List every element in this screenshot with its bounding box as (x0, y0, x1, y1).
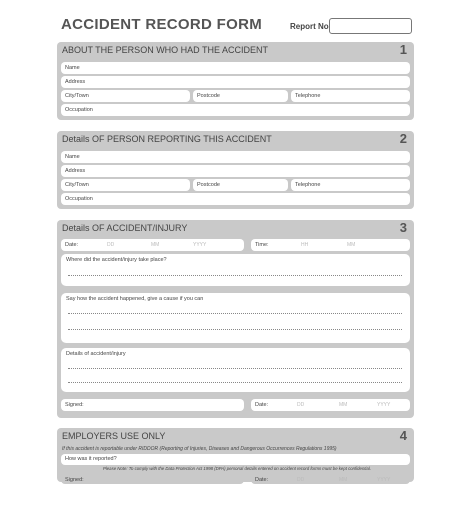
section-number: 3 (399, 220, 407, 235)
report-no-label: Report No (290, 22, 329, 31)
signed-field[interactable]: Signed: (61, 399, 244, 411)
section-accident-details (57, 220, 414, 418)
section-heading: EMPLOYERS USE ONLY (62, 431, 166, 441)
section-heading: Details OF ACCIDENT/INJURY (62, 223, 188, 233)
section-number: 2 (399, 131, 407, 146)
name-field[interactable]: Name (61, 62, 410, 74)
accident-cause-field[interactable]: Say how the accident happened, give a cause if you can (61, 293, 410, 343)
section-heading: ABOUT THE PERSON WHO HAD THE ACCIDENT (62, 45, 269, 55)
section-number: 1 (399, 42, 407, 57)
city-field[interactable]: City/Town (61, 90, 190, 102)
data-protection-note: Please Note: To comply with the Data Protection Act 1998 (DPA) personal details entered on accident record forms must be kept confidential. (102, 466, 372, 471)
date-yyyy-placeholder: YYYY (193, 242, 207, 248)
date-dd-placeholder: DD (297, 477, 305, 483)
writing-line (68, 382, 402, 383)
date-mm-placeholder: MM (151, 242, 160, 248)
writing-line (68, 329, 402, 330)
section-employers-use (57, 428, 414, 482)
signed-date-field[interactable]: Date: DD MM YYYY (251, 399, 410, 411)
writing-line (68, 275, 402, 276)
writing-line (68, 313, 402, 314)
section-reporting-person (57, 131, 414, 209)
date-mm-placeholder: MM (339, 402, 348, 408)
injury-details-field[interactable]: Details of accident/injury (61, 348, 410, 392)
accident-location-field[interactable]: Where did the accident/injury take place? (61, 254, 410, 286)
employer-signed-field[interactable]: Signed: (61, 476, 244, 484)
occupation-field[interactable]: Occupation (61, 104, 410, 116)
employer-date-field[interactable]: Date: DD MM YYYY (251, 476, 410, 484)
section-number: 4 (399, 428, 407, 443)
address-field[interactable]: Address (61, 76, 410, 88)
date-mm-placeholder: MM (339, 477, 348, 483)
postcode-field[interactable]: Postcode (193, 179, 288, 191)
name-field[interactable]: Name (61, 151, 410, 163)
telephone-field[interactable]: Telephone (291, 179, 410, 191)
report-no-field[interactable] (329, 18, 412, 34)
accident-date-field[interactable]: Date: DD MM YYYY (61, 239, 244, 251)
date-dd-placeholder: DD (107, 242, 115, 248)
telephone-field[interactable]: Telephone (291, 90, 410, 102)
occupation-field[interactable]: Occupation (61, 193, 410, 205)
postcode-field[interactable]: Postcode (193, 90, 288, 102)
how-reported-field[interactable]: How was it reported? (61, 454, 410, 465)
writing-line (68, 368, 402, 369)
date-yyyy-placeholder: YYYY (377, 402, 391, 408)
accident-time-field[interactable]: Time: HH MM (251, 239, 410, 251)
riddor-note: If this accident is reportable under RIDDOR (Reporting of Injuries, Diseases and Dangerous Occurrences Regulations 1995) (62, 446, 337, 452)
section-about-person (57, 42, 414, 120)
time-mm-placeholder: MM (347, 242, 356, 248)
date-yyyy-placeholder: YYYY (377, 477, 391, 483)
city-field[interactable]: City/Town (61, 179, 190, 191)
date-dd-placeholder: DD (297, 402, 305, 408)
time-hh-placeholder: HH (301, 242, 309, 248)
form-title: ACCIDENT RECORD FORM (61, 16, 262, 33)
address-field[interactable]: Address (61, 165, 410, 177)
section-heading: Details OF PERSON REPORTING THIS ACCIDENT (62, 134, 272, 144)
